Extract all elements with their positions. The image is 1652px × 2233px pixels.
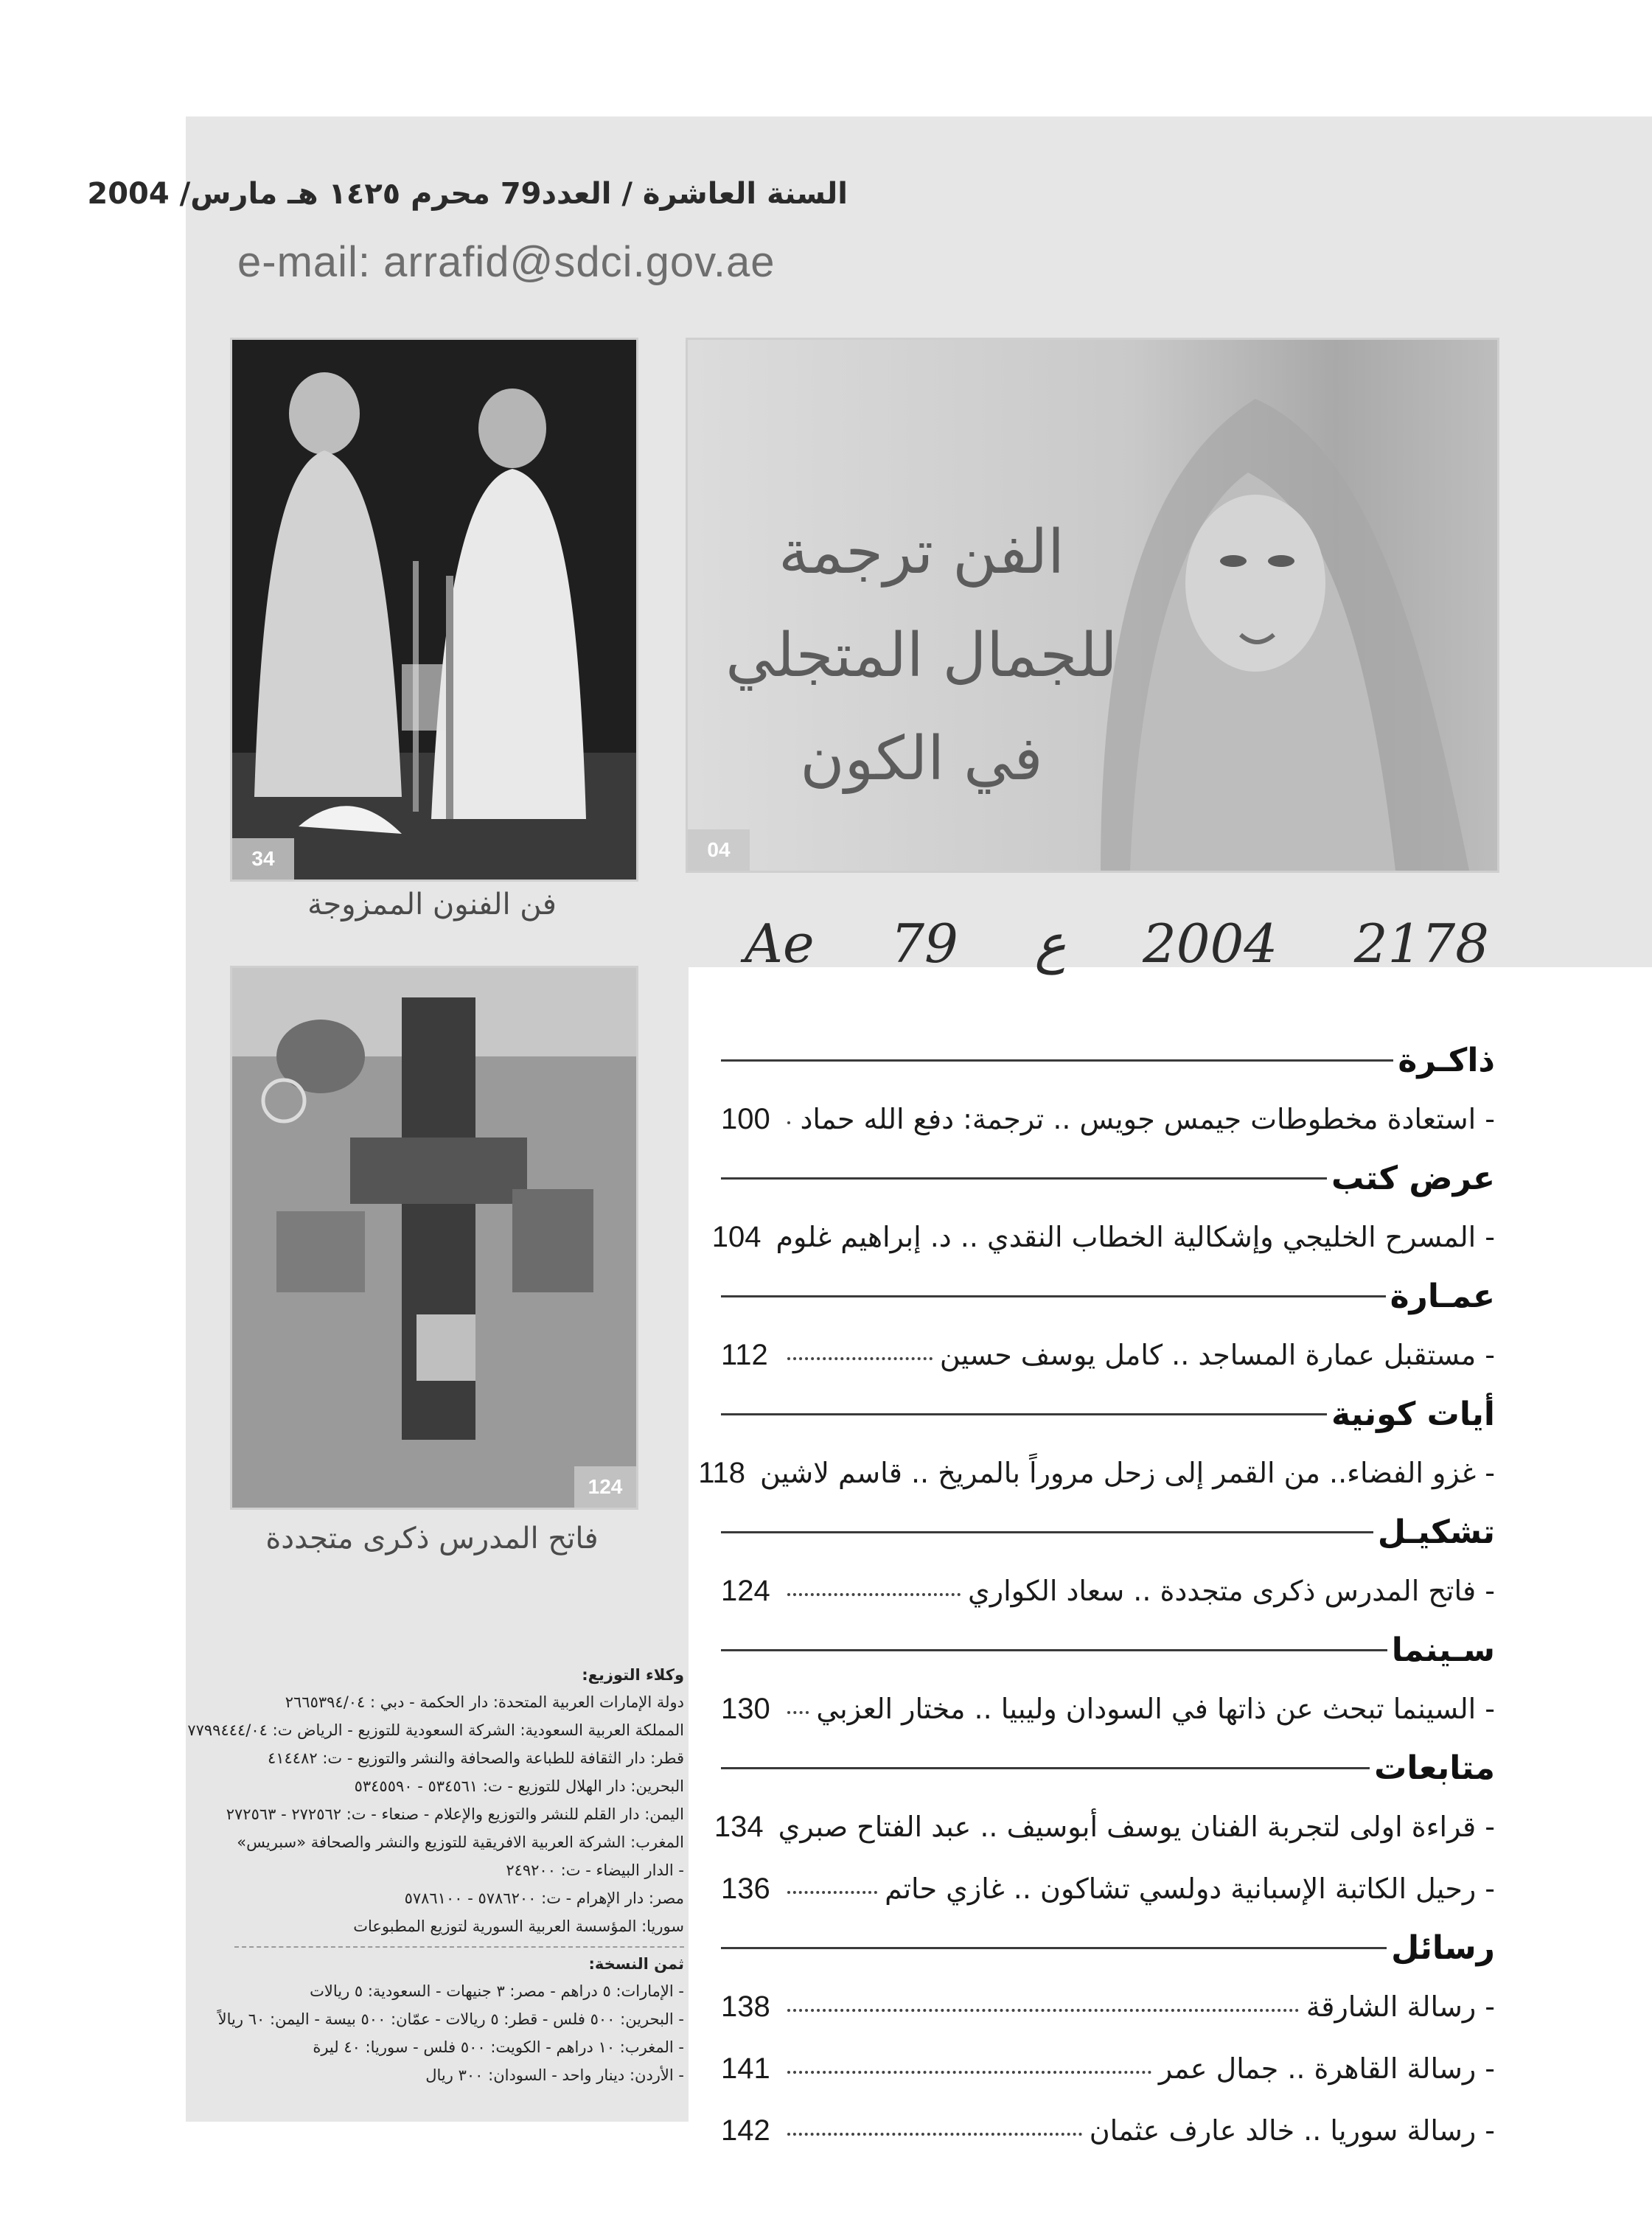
section-title: أيات كونية	[1331, 1395, 1495, 1433]
section-rule	[721, 1947, 1387, 1949]
handwritten-mark: 2178	[1353, 913, 1489, 975]
price-line: - الإمارات: ٥ دراهم - مصر: ٣ جنيهات - السعودية: ٥ ريالات	[310, 1982, 684, 2000]
section-title: ذاكـرة	[1398, 1041, 1495, 1079]
entry-page: 142	[721, 2114, 770, 2147]
entry-title: - رسالة الشارقة	[1306, 1990, 1495, 2023]
dot-leader	[787, 1593, 961, 1596]
section-rule	[721, 1767, 1370, 1769]
distribution-info	[187, 1666, 684, 2089]
agent-line: المملكة العربية السعودية: الشركة السعودية للتوزيع - الرياض ت: ٧٧٩٩٤٤٤/٠٤	[187, 1721, 684, 1739]
entry-page: 104	[711, 1221, 761, 1253]
entry-title: - المسرح الخليجي وإشكالية الخطاب النقدي .. د. إبراهيم غلوم	[776, 1221, 1495, 1253]
entry-page: 136	[721, 1873, 770, 1905]
copy-prices	[217, 1955, 684, 2089]
dot-leader	[787, 2071, 1151, 2074]
toc-entry[interactable]	[714, 1796, 1495, 1858]
handwritten-note	[745, 913, 1489, 975]
entry-title: - السينما تبحث عن ذاتها في السودان وليبيا .. مختار العزبي	[816, 1693, 1495, 1725]
handwritten-mark: 79	[891, 913, 958, 975]
section-title: رسائل	[1391, 1929, 1495, 1967]
dot-leader	[787, 2133, 1082, 2136]
agent-line: سوريا: المؤسسة العربية السورية لتوزيع المطبوعات	[353, 1917, 684, 1935]
theatre-caption: فن الفنون الممزوجة	[307, 888, 557, 922]
section-title: عمـارة	[1390, 1277, 1495, 1315]
entry-title: - رحيل الكاتبة الإسبانية دولسي تشاكون .. غازي حاتم	[885, 1873, 1495, 1905]
agent-line: المغرب: الشركة العربية الافريقية للتوزيع والنشر والصحافة «سبريس» - الدار البيضاء - ت: ٢٤٩٢٠٠	[237, 1833, 684, 1879]
feature-title-line: الفن ترجمة	[778, 518, 1064, 588]
table-of-contents	[698, 1032, 1495, 2161]
toc-entry[interactable]	[721, 1324, 1495, 1386]
entry-page: 138	[721, 1990, 770, 2023]
entry-page: 118	[698, 1457, 746, 1489]
section-rule	[721, 1295, 1386, 1297]
toc-section	[721, 1622, 1495, 1740]
agent-line: مصر: دار الإهرام - ت: ٥٧٨٦٢٠٠ - ٥٧٨٦١٠٠	[404, 1889, 684, 1907]
agent-line: البحرين: دار الهلال للتوزيع - ت: ٥٣٤٥٦١ - ٥٣٤٥٥٩٠	[354, 1777, 684, 1795]
toc-entry[interactable]	[721, 2038, 1495, 2100]
handwritten-mark: 2004	[1142, 913, 1278, 975]
theatre-photo	[230, 338, 638, 882]
price-line: - البحرين: ٥٠٠ فلس - قطر: ٥ ريالات - عمّان: ٥٠٠ بيسة - اليمن: ٦٠ ريالاً	[217, 2010, 684, 2028]
painting-image	[232, 968, 636, 1508]
dot-leader	[787, 2009, 1299, 2012]
toc-entry[interactable]	[698, 1442, 1495, 1504]
toc-entry[interactable]	[721, 1858, 1495, 1920]
price-line: - المغرب: ١٠ دراهم - الكويت: ٥٠٠ فلس - سوريا: ٤٠ ليرة	[313, 2038, 684, 2056]
section-rule	[721, 1649, 1387, 1651]
page-badge: 124	[574, 1466, 636, 1508]
dot-leader	[787, 1711, 809, 1714]
feature-title	[715, 501, 1128, 811]
toc-section	[698, 1386, 1495, 1504]
entry-title: - غزو الفضاء.. من القمر إلى زحل مروراً بالمريخ .. قاسم لاشين	[760, 1457, 1495, 1489]
painting-caption: فاتح المدرس ذكرى متجددة	[265, 1522, 599, 1556]
feature-title-line: في الكون	[800, 724, 1043, 794]
handwritten-mark: Ae	[745, 913, 815, 975]
section-title: متابعات	[1374, 1749, 1495, 1787]
dot-leader	[787, 1891, 877, 1894]
price-line: - الأردن: دينار واحد - السودان: ٣٠٠ ريال	[425, 2066, 684, 2084]
toc-section	[721, 1504, 1495, 1622]
entry-page: 100	[721, 1103, 770, 1135]
toc-section	[711, 1150, 1495, 1268]
page-badge: 34	[232, 838, 294, 879]
entry-title: - استعادة مخطوطات جيمس جويس .. ترجمة: دفع الله حماد	[800, 1103, 1495, 1135]
toc-entry[interactable]	[711, 1206, 1495, 1268]
entry-title: - رسالة سوريا .. خالد عارف عثمان	[1089, 2114, 1495, 2147]
issue-line: السنة العاشرة / العدد79 محرم ١٤٢٥ هـ مارس/ 2004	[87, 177, 848, 211]
theatre-scene-image	[232, 340, 636, 879]
agent-line: اليمن: دار القلم للنشر والتوزيع والإعلام - صنعاء - ت: ٢٧٢٥٦٢ - ٢٧٢٥٦٣	[226, 1805, 684, 1823]
feature-title-line: للجمال المتجلي	[725, 621, 1118, 691]
entry-page: 130	[721, 1693, 770, 1725]
entry-page: 141	[721, 2052, 770, 2085]
agent-line: قطر: دار الثقافة للطباعة والصحافة والنشر والتوزيع - ت: ٤١٤٤٨٢	[267, 1749, 684, 1767]
agent-line: دولة الإمارات العربية المتحدة: دار الحكمة - دبي : ٢٦٦٥٣٩٤/٠٤	[285, 1693, 684, 1711]
entry-page: 112	[721, 1339, 768, 1371]
section-title: تشكيـل	[1377, 1513, 1495, 1551]
toc-entry[interactable]	[721, 1678, 1495, 1740]
section-title: سـينما	[1391, 1631, 1495, 1669]
entry-page: 124	[721, 1575, 770, 1607]
entry-title: - رسالة القاهرة .. جمال عمر	[1158, 2052, 1495, 2085]
page-badge: 04	[688, 829, 750, 871]
handwritten-mark: ع	[1034, 913, 1067, 975]
section-rule	[721, 1059, 1393, 1062]
toc-section	[721, 1920, 1495, 2161]
toc-entry[interactable]	[721, 1976, 1495, 2038]
dot-leader	[787, 1357, 933, 1360]
entry-title: - مستقبل عمارة المساجد .. كامل يوسف حسين	[939, 1339, 1495, 1371]
agents-title: وكلاء التوزيع:	[582, 1666, 684, 1684]
toc-entry[interactable]	[721, 2100, 1495, 2161]
section-rule	[721, 1531, 1373, 1533]
entry-title: - قراءة اولى لتجربة الفنان يوسف أبوسيف .. عبد الفتاح صبري	[778, 1811, 1495, 1843]
entry-title: - فاتح المدرس ذكرى متجددة .. سعاد الكواري	[968, 1575, 1495, 1607]
entry-page: 134	[714, 1811, 764, 1843]
section-title: عرض كتب	[1331, 1159, 1495, 1197]
email-address: e-mail: arrafid@sdci.gov.ae	[237, 238, 776, 286]
toc-section	[721, 1032, 1495, 1150]
painting-photo	[230, 966, 638, 1510]
toc-entry[interactable]	[721, 1088, 1495, 1150]
toc-entry[interactable]	[721, 1560, 1495, 1622]
section-rule	[721, 1177, 1327, 1180]
distribution-agents	[187, 1666, 684, 1948]
toc-section	[721, 1268, 1495, 1386]
toc-section	[714, 1740, 1495, 1920]
section-rule	[721, 1413, 1327, 1415]
prices-title: ثمن النسخة:	[588, 1955, 684, 1973]
dot-leader	[787, 1121, 792, 1124]
